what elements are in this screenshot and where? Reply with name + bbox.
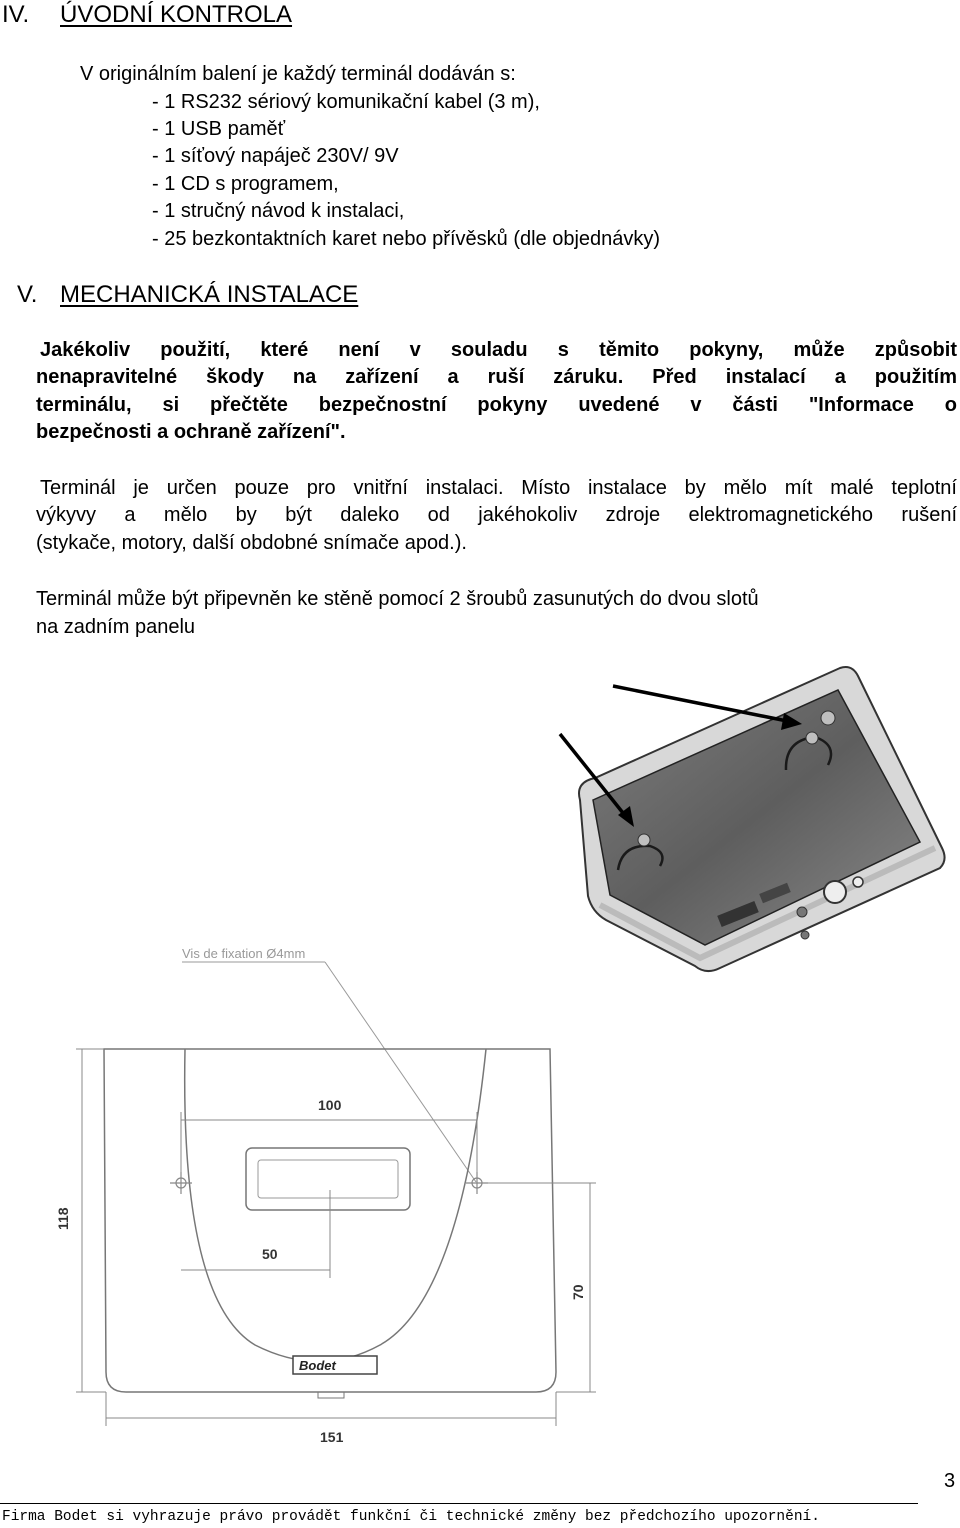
list-item: - 1 CD s programem, <box>152 173 339 195</box>
page-number: 3 <box>944 1470 956 1492</box>
warning-line: nenapravitelné škody na zařízení a ruší záruku. Před instalací a použitím <box>36 366 957 388</box>
warning-line: Jakékoliv použití, které není v souladu s těmito pokyny, může způsobit <box>40 339 957 361</box>
dimension-50-label: 50 <box>262 1246 278 1262</box>
list-item: - 1 síťový napáječ 230V/ 9V <box>152 145 399 167</box>
dimension-118-label: 118 <box>55 1207 71 1230</box>
dimension-151-label: 151 <box>320 1429 344 1445</box>
section4-number: IV. <box>2 1 30 28</box>
warning-line: terminálu, si přečtěte bezpečnostní pokyny uvedené v části "Informace o <box>36 394 957 416</box>
back-panel-3d-illustration <box>540 655 955 985</box>
list-item: - 1 stručný návod k instalaci, <box>152 200 405 222</box>
list-item: - 25 bezkontaktních karet nebo přívěsků (dle objednávky) <box>152 228 661 250</box>
paragraph-line: na zadním panelu <box>36 616 196 638</box>
list-item: - 1 RS232 sériový komunikační kabel (3 m), <box>152 91 540 113</box>
section5-number: V. <box>17 281 38 308</box>
dimension-100-label: 100 <box>318 1097 342 1113</box>
fixation-screw-callout: Vis de fixation Ø4mm <box>182 946 306 961</box>
paragraph-line: Terminál může být připevněn ke stěně pomocí 2 šroubů zasunutých do dvou slotů <box>36 588 759 610</box>
dimension-70-label: 70 <box>570 1284 586 1300</box>
footer-rule <box>0 1503 918 1504</box>
footer-text: Firma Bodet si vyhrazuje právo provádět funkční či technické změny bez předchozího upozornění. <box>2 1509 820 1525</box>
list-item: - 1 USB paměť <box>152 118 286 140</box>
section4-title: ÚVODNÍ KONTROLA <box>60 1 293 28</box>
paragraph-line: Terminál je určen pouze pro vnitřní instalaci. Místo instalace by mělo mít malé teplotní <box>40 477 957 499</box>
section4-intro: V originálním balení je každý terminál dodáván s: <box>80 63 516 85</box>
mounting-holes <box>170 1172 488 1194</box>
paragraph-line: výkyvy a mělo by být daleko od jakéhokoliv zdroje elektromagnetického rušení <box>36 504 957 526</box>
display-window <box>246 1148 410 1210</box>
brand-logo-text: Bodet <box>299 1358 336 1373</box>
section5-title: MECHANICKÁ INSTALACE <box>60 281 359 308</box>
warning-line: bezpečnosti a ochraně zařízení". <box>36 421 346 443</box>
technical-drawing <box>40 940 600 1460</box>
paragraph-line: (stykače, motory, další obdobné snímače apod.). <box>36 532 467 554</box>
